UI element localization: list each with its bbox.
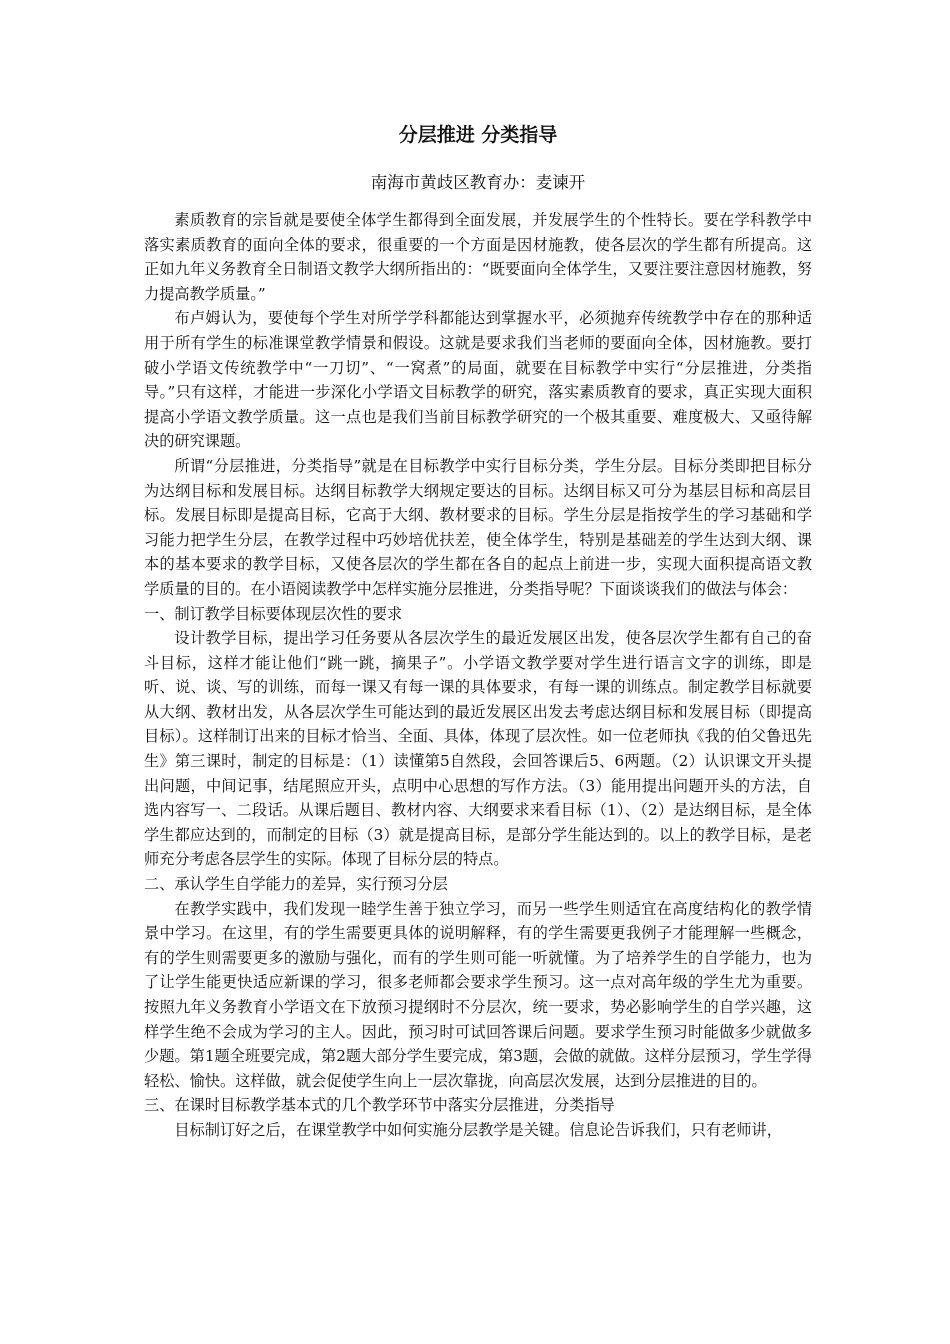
document-page (144, 118, 812, 1143)
paragraph-section-3: 目标制订好之后，在课堂教学中如何实施分层教学是关键。信息论告诉我们，只有老师讲， (174, 1120, 782, 1139)
author-byline: 南海市黄歧区教育办：麦谏开 (370, 173, 586, 192)
paragraph-intro: 素质教育的宗旨就是要使全体学生都得到全面发展，并发展学生的个性特长。要在学科教学中落实素质教育的面向全体的要求，很重要的一个方面是因材施教，使各层次的学生都有所提高。这正如九年义务教育全日制语文教学大纲所指出的：“既要面向全体学生，又要注要注意因材施教，努力提高教学质量。” (144, 211, 812, 303)
section-heading-1: 一、制订教学目标要体现层次性的要求 (144, 604, 403, 623)
paragraph-definition: 所谓“分层推进，分类指导”就是在目标教学中实行目标分类，学生分层。目标分类即把目标分为达纲目标和发展目标。达纲目标教学大纲规定要达的目标。达纲目标又可分为基层目标和高层目标。发展目标即是提高目标，它高于大纲、教材要求的目标。学生分层是指按学生的学习基础和学习能力把学生分层，在教学过程中巧妙培优扶差，使全体学生，特别是基础差的学生达到大纲、课本的基本要求的教学目标，又使各层次的学生都在各自的起点上前进一步，实现大面积提高语文教学质量的目的。在小语阅读教学中怎样实施分层推进，分类指导呢？下面谈谈我们的做法与体会： (144, 456, 812, 598)
section-heading-3: 三、在课时目标教学基本式的几个教学环节中落实分层推进，分类指导 (144, 1096, 615, 1115)
document-title: 分层推进 分类指导 (398, 124, 558, 146)
section-heading-2: 二、承认学生自学能力的差异，实行预习分层 (144, 875, 448, 894)
paragraph-section-1: 设计教学目标，提出学习任务要从各层次学生的最近发展区出发，使各层次学生都有自己的奋斗目标，这样才能让他们“跳一跳，摘果子”。小学语文教学要对学生进行语言文字的训练，即是听、说、谈、写的训练，而每一课又有每一课的具体要求，有每一课的训练点。制定教学目标就要从大纲、教材出发，从各层次学生可能达到的最近发展区出发去考虑达纲目标和发展目标（即提高目标）。这样制订出来的目标才恰当、全面、具体，体现了层次性。如一位老师执《我的伯父鲁迅先生》第三课时，制定的目标是：（1）读懂第5自然段，会回答课后5、6两题。（2）认识课文开头提出问题，中间记事，结尾照应开头，点明中心思想的写作方法。（3）能用提出问题开头的方法，自选内容写一、二段话。从课后题目、教材内容、大纲要求来看目标（1）、（2）是达纲目标，是全体学生都应达到的，而制定的目标（3）就是提高目标，是部分学生能达到的。以上的教学目标，是老师充分考虑各层学生的实际。体现了目标分层的特点。 (144, 629, 812, 869)
paragraph-bloom: 布卢姆认为，要使每个学生对所学学科都能达到掌握水平，必须抛弃传统教学中存在的那种适用于所有学生的标准课堂教学情景和假设。这就是要求我们当老师的要面向全体，因材施教。要打破小学语文传统教学中“一刀切”、“一窝煮”的局面，就要在目标教学中实行“分层推进，分类指导。”只有这样，才能进一步深化小学语文目标教学的研究，落实素质教育的要求，真正实现大面积提高小学语文教学质量。这一点也是我们当前目标教学研究的一个极其重要、难度极大、又亟待解决的研究课题。 (144, 309, 812, 451)
paragraph-section-2: 在教学实践中，我们发现一睦学生善于独立学习，而另一些学生则适宜在高度结构化的教学情景中学习。在这里，有的学生需要更具体的说明解释，有的学生需要更我例子才能理解一些概念，有的学生则需要更多的激励与强化，而有的学生则可能一听就懂。为了培养学生的自学能力，也为了让学生能更快适应新课的学习，很多老师都会要求学生预习。这一点对高年级的学生尤为重要。按照九年义务教育小学语文在下放预习提纲时不分层次，统一要求，势必影响学生的自学兴趣，这样学生绝不会成为学习的主人。因此，预习时可试回答课后问题。要求学生预习时能做多少就做多少题。第1题全班要完成，第2题大部分学生要完成，第3题，会做的就做。这样分层预习，学生学得轻松、愉快。这样做，就会促使学生向上一层次靠拢，向高层次发展，达到分层推进的目的。 (144, 899, 812, 1090)
